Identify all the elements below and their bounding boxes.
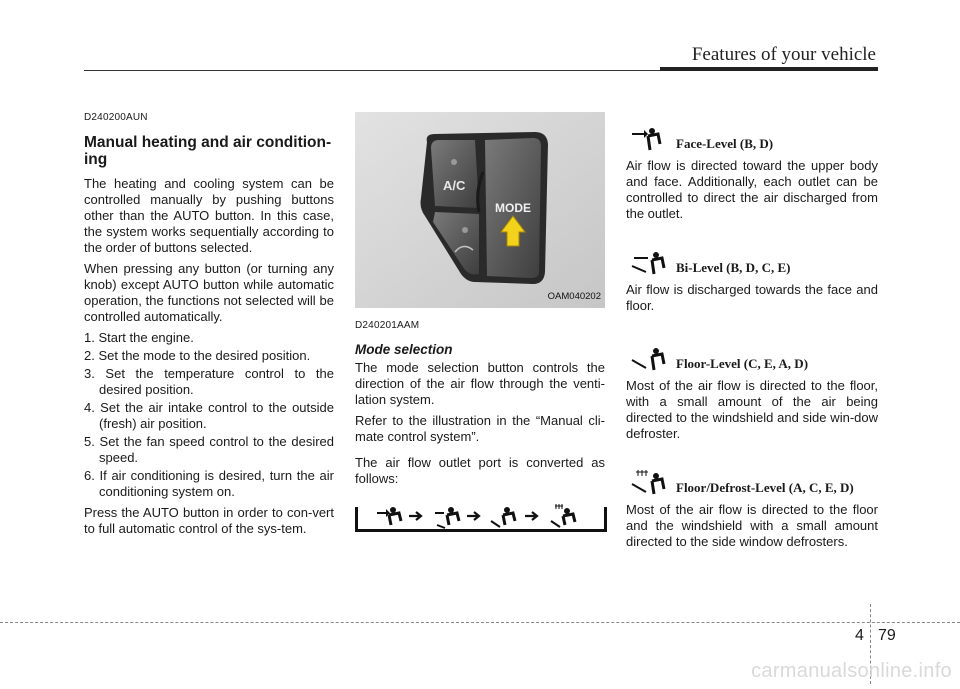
control-panel-photo xyxy=(355,112,605,308)
mode-title: Floor/Defrost-Level (A, C, E, D) xyxy=(676,480,854,495)
floor-defrost-level-icon xyxy=(551,504,575,527)
paragraph: Most of the air flow is directed to the floor, with a small amount of the air being directed to the windshield and side win-dow defroster. xyxy=(626,378,878,441)
floor-defrost-level-icon xyxy=(626,470,666,496)
section-subheading: Mode selection xyxy=(355,342,453,357)
column-mode-selection xyxy=(355,112,605,533)
paragraph: Refer to the illustration in the “Manual cli-mate control system”. xyxy=(355,413,605,444)
paragraph: The mode selection button controls the direction of the air flow through the venti-lation system. xyxy=(355,360,605,407)
page-number: 79 xyxy=(878,627,896,644)
list-item: 4. Set the air intake control to the outside (fresh) air position. xyxy=(84,400,334,431)
section-code: D240200AUN xyxy=(84,112,148,123)
bi-level-icon xyxy=(435,507,459,528)
section-heading: Manual heating and air condition-ing xyxy=(84,134,332,168)
header-rule xyxy=(84,70,660,71)
section-title: Features of your vehicle xyxy=(691,44,876,65)
mode-title: Face-Level (B, D) xyxy=(676,136,774,151)
mode-entry-face-level xyxy=(626,126,878,222)
paragraph: The heating and cooling system can be controlled manually by pushing buttons other than the AUTO button. In this case, the system works sequentially according to the order of buttons selected. xyxy=(84,176,334,255)
steps-list xyxy=(84,330,334,500)
face-level-icon xyxy=(626,126,666,152)
paragraph: When pressing any button (or turning any knob) except AUTO button while automatic operation, the functions not selected will be controlled automatically. xyxy=(84,261,334,324)
arrow-right-icon xyxy=(467,512,479,520)
mode-entry-floor-defrost-level xyxy=(626,470,878,550)
paragraph: The air flow outlet port is converted as follows: xyxy=(355,455,605,486)
column-manual-heating xyxy=(84,110,334,542)
paragraph: Press the AUTO button in order to con-vert to full automatic control of the sys-tem. xyxy=(84,505,334,536)
paragraph: Air flow is directed toward the upper body and face. Additionally, each outlet can be controlled to direct the air discharged from the outlet. xyxy=(626,158,878,221)
floor-level-icon xyxy=(491,507,515,527)
bi-level-icon xyxy=(626,250,666,276)
paragraph: Most of the air flow is directed to the floor and the windshield with a small amount directed to the side window defrosters. xyxy=(626,502,878,549)
list-item: 6. If air conditioning is desired, turn the air conditioning system on. xyxy=(84,468,334,499)
mode-label: MODE xyxy=(495,201,531,215)
section-code: D240201AAM xyxy=(355,320,420,331)
mode-entry-floor-level xyxy=(626,346,878,442)
list-item: 2. Set the mode to the desired position. xyxy=(84,348,311,363)
floor-level-icon xyxy=(626,346,666,372)
mode-entry-bi-level xyxy=(626,250,878,314)
mode-sequence-diagram xyxy=(355,503,605,533)
ac-label: A/C xyxy=(443,178,466,193)
ac-mode-button-illustration xyxy=(355,112,605,308)
footer-rule xyxy=(0,622,960,623)
arrow-right-icon xyxy=(409,512,421,520)
list-item: 1. Start the engine. xyxy=(84,330,194,345)
column-mode-descriptions xyxy=(626,126,878,555)
list-item: 3. Set the temperature control to the desired position. xyxy=(84,366,334,397)
mode-title: Bi-Level (B, D, C, E) xyxy=(676,260,791,275)
photo-caption: OAM040202 xyxy=(547,291,601,302)
mode-title: Floor-Level (C, E, A, D) xyxy=(676,356,809,371)
arrow-right-icon xyxy=(525,512,537,520)
face-level-icon xyxy=(377,507,401,525)
paragraph: Air flow is discharged towards the face and floor. xyxy=(626,282,878,313)
watermark: carmanualsonline.info xyxy=(751,660,952,682)
header-bar xyxy=(660,67,878,71)
chapter-number: 4 xyxy=(855,627,864,644)
list-item: 5. Set the fan speed control to the desired speed. xyxy=(84,434,334,465)
